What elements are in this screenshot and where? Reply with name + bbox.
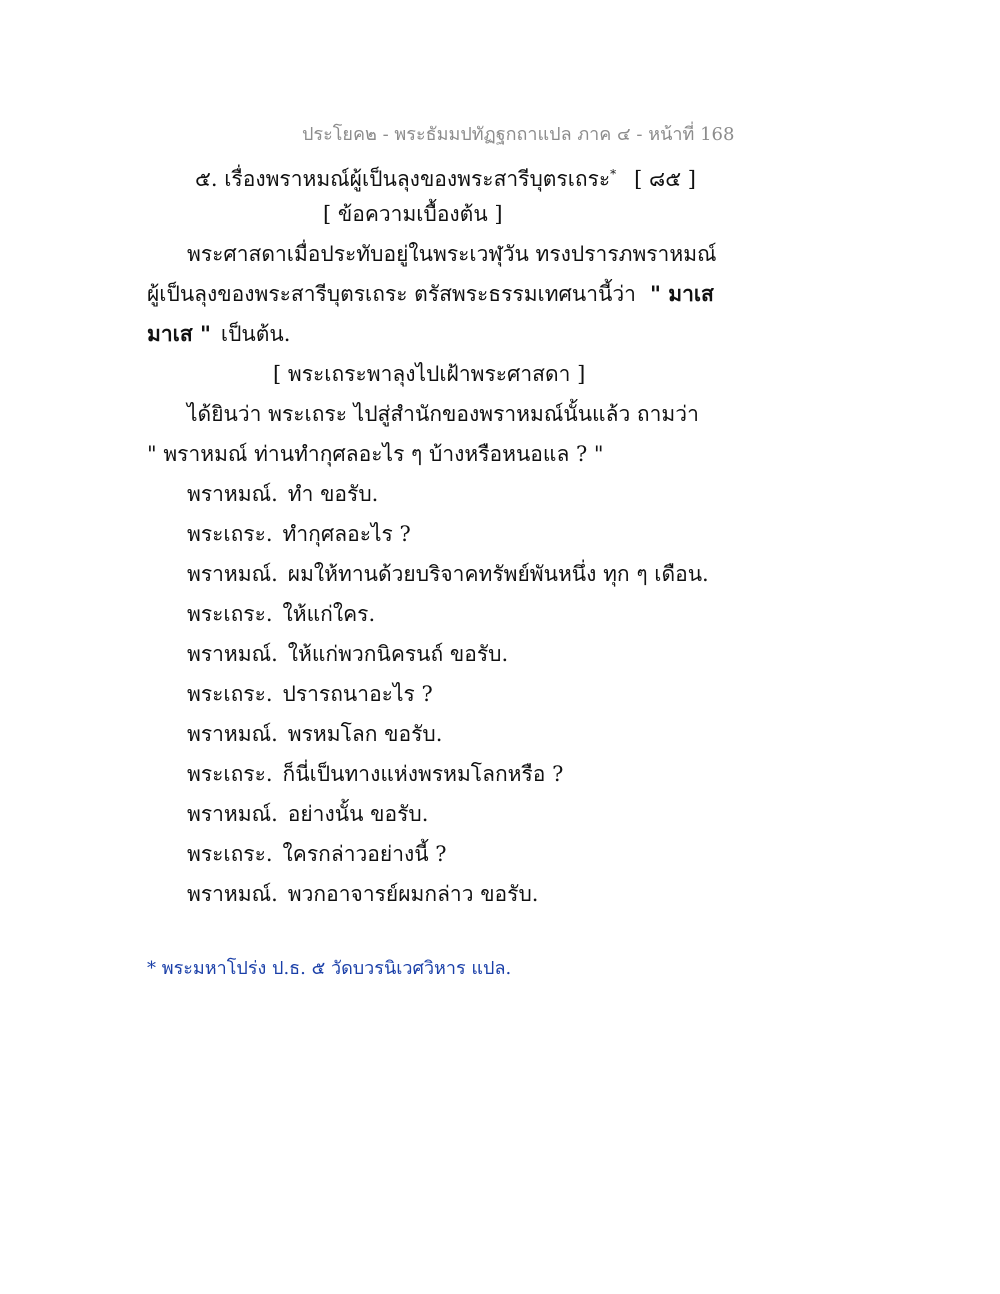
narration-line-1: ได้ยินว่า พระเถระ ไปสู่สำนักของพราหมณ์นั้นแล้ว ถามว่า (187, 402, 699, 426)
footnote: * พระมหาโปร่ง ป.ธ. ๕ วัดบวรนิเวศวิหาร แปล. (147, 958, 512, 979)
dialogue-speaker: พระเถระ. (187, 842, 273, 866)
dialogue-text: พวกอาจารย์ผมกล่าว ขอรับ. (287, 882, 539, 906)
dialogue-line (187, 839, 447, 869)
dialogue-speaker: พราหมณ์. (187, 482, 278, 506)
intro-line-3 (147, 319, 290, 349)
dialogue-speaker: พราหมณ์. (187, 802, 278, 826)
narration-line-2: " พราหมณ์ ท่านทำกุศลอะไร ๆ บ้างหรือหนอแล ? " (147, 442, 604, 466)
dialogue-text: ให้แก่พวกนิครนถ์ ขอรับ. (287, 642, 509, 666)
intro-line-2 (147, 279, 714, 309)
dialogue-line (187, 759, 563, 789)
dialogue-line (187, 719, 442, 749)
section-heading-visit: [ พระเถระพาลุงไปเฝ้าพระศาสดา ] (273, 362, 586, 386)
dialogue-text: ทำ ขอรับ. (287, 482, 379, 506)
dialogue-line (187, 599, 375, 629)
dialogue-line (187, 679, 433, 709)
dialogue-speaker: พระเถระ. (187, 762, 273, 786)
dialogue-line (187, 479, 378, 509)
intro-line-2-text: ผู้เป็นลุงของพระสารีบุตรเถระ ตรัสพระธรรมเทศนานี้ว่า (147, 282, 636, 306)
dialogue-speaker: พระเถระ. (187, 522, 273, 546)
quote-end: มาเส " (147, 321, 211, 346)
dialogue-text: ก็นี่เป็นทางแห่งพรหมโลกหรือ ? (282, 762, 564, 786)
dialogue-text: ผมให้ทานด้วยบริจาคทรัพย์พันหนึ่ง ทุก ๆ เดือน. (287, 562, 709, 586)
story-title-line (195, 159, 696, 194)
dialogue-text: ทำกุศลอะไร ? (282, 522, 411, 546)
dialogue-speaker: พราหมณ์. (187, 882, 278, 906)
footnote-marker: * (610, 167, 617, 181)
dialogue-line (187, 519, 411, 549)
dialogue-line (187, 639, 508, 669)
story-title: ๕. เรื่องพราหมณ์ผู้เป็นลุงของพระสารีบุตรเถระ (195, 167, 611, 191)
dialogue-speaker: พระเถระ. (187, 602, 273, 626)
story-number: [ ๘๕ ] (634, 167, 696, 191)
dialogue-line (187, 559, 709, 589)
dialogue-text: อย่างนั้น ขอรับ. (287, 802, 429, 826)
intro-line-3-text: เป็นต้น. (220, 322, 291, 346)
dialogue-text: ให้แก่ใคร. (282, 602, 376, 626)
intro-line-1: พระศาสดาเมื่อประทับอยู่ในพระเวฬุวัน ทรงปรารภพราหมณ์ (187, 242, 717, 266)
running-header: ประโยค๒ - พระธัมมปทัฏฐกถาแปล ภาค ๔ - หน้าที่ 168 (302, 124, 735, 145)
quote-start: " มาเส (649, 281, 714, 306)
dialogue-speaker: พราหมณ์. (187, 562, 278, 586)
dialogue-speaker: พระเถระ. (187, 682, 273, 706)
dialogue-text: ใครกล่าวอย่างนี้ ? (282, 842, 447, 866)
dialogue-line (187, 879, 538, 909)
dialogue-text: พรหมโลก ขอรับ. (287, 722, 443, 746)
dialogue-speaker: พราหมณ์. (187, 722, 278, 746)
dialogue-line (187, 799, 428, 829)
dialogue-speaker: พราหมณ์. (187, 642, 278, 666)
section-heading-intro: [ ข้อความเบื้องต้น ] (323, 202, 503, 226)
dialogue-text: ปรารถนาอะไร ? (282, 682, 433, 706)
